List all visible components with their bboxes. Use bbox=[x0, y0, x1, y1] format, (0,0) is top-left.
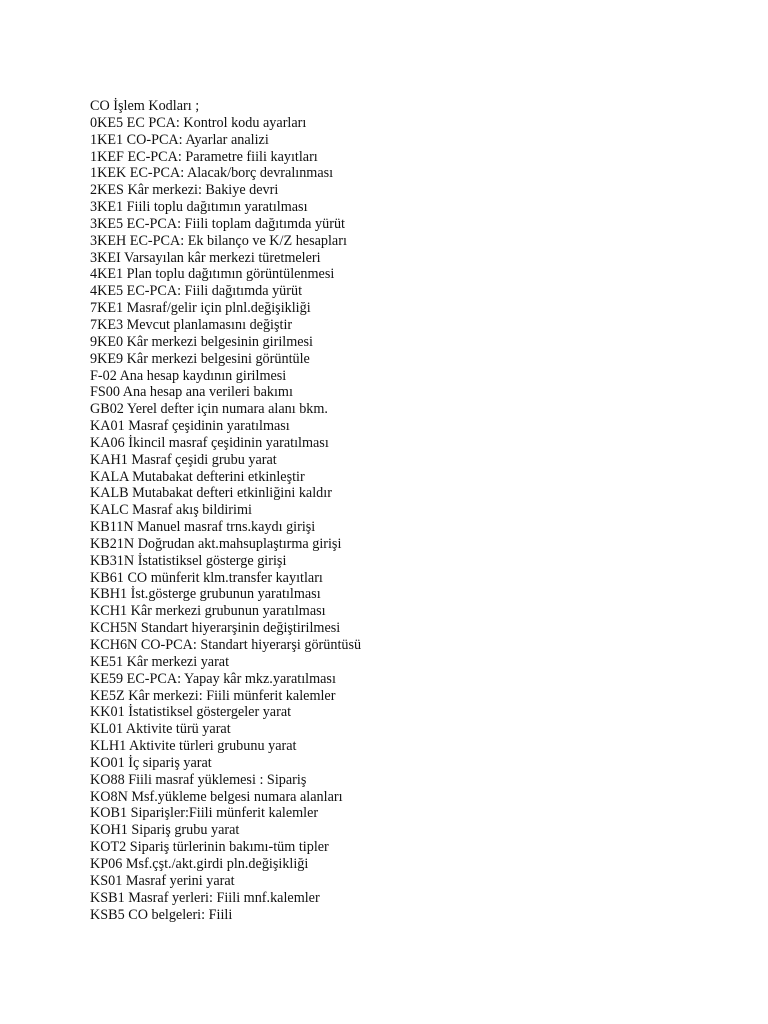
transaction-code-line: KL01 Aktivite türü yarat bbox=[90, 721, 231, 738]
transaction-code-line: KLH1 Aktivite türleri grubunu yarat bbox=[90, 738, 297, 755]
transaction-code-line: KS01 Masraf yerini yarat bbox=[90, 872, 235, 889]
transaction-code-line: KALC Masraf akış bildirimi bbox=[90, 502, 252, 519]
transaction-code-line: 9KE0 Kâr merkezi belgesinin girilmesi bbox=[90, 333, 313, 350]
transaction-code-line: 3KEH EC-PCA: Ek bilanço ve K/Z hesapları bbox=[90, 232, 347, 249]
transaction-code-line: KCH6N CO-PCA: Standart hiyerarşi görüntüsü bbox=[90, 637, 362, 653]
transaction-code-line: KB21N Doğrudan akt.mahsuplaştırma girişi bbox=[90, 535, 342, 552]
transaction-code-line: KB61 CO münferit klm.transfer kayıtları bbox=[90, 569, 323, 586]
transaction-code-line: 1KEK EC-PCA: Alacak/borç devralınması bbox=[90, 165, 334, 182]
transaction-code-line: KO88 Fiili masraf yüklemesi : Sipariş bbox=[90, 771, 307, 788]
transaction-code-line: KB31N İstatistiksel gösterge girişi bbox=[90, 552, 287, 569]
transaction-code-line: KE59 EC-PCA: Yapay kâr mkz.yaratılması bbox=[90, 670, 336, 687]
transaction-code-line: 4KE5 EC-PCA: Fiili dağıtımda yürüt bbox=[90, 283, 303, 300]
transaction-code-line: KO01 İç sipariş yarat bbox=[90, 754, 212, 771]
transaction-code-line: KP06 Msf.çşt./akt.girdi pln.değişikliği bbox=[90, 855, 309, 872]
transaction-code-line: 1KEF EC-PCA: Parametre fiili kayıtları bbox=[90, 148, 318, 165]
transaction-code-line: KOH1 Sipariş grubu yarat bbox=[90, 822, 240, 839]
transaction-code-line: KA01 Masraf çeşidinin yaratılması bbox=[90, 418, 290, 435]
transaction-code-line: KALB Mutabakat defteri etkinliğini kaldır bbox=[90, 485, 332, 502]
transaction-code-line: 3KE5 EC-PCA: Fiili toplam dağıtımda yürüt bbox=[90, 215, 345, 232]
transaction-code-line: 4KE1 Plan toplu dağıtımın görüntülenmesi bbox=[90, 266, 335, 283]
transaction-code-line: KK01 İstatistiksel göstergeler yarat bbox=[90, 704, 292, 721]
transaction-code-line: KA06 İkincil masraf çeşidinin yaratılması bbox=[90, 434, 329, 451]
transaction-code-line: 0KE5 EC PCA: Kontrol kodu ayarları bbox=[90, 114, 307, 131]
transaction-code-line: KALA Mutabakat defterini etkinleştir bbox=[90, 468, 305, 485]
transaction-code-line: 3KEI Varsayılan kâr merkezi türetmeleri bbox=[90, 249, 321, 266]
transaction-code-line: KBH1 İst.gösterge grubunun yaratılması bbox=[90, 586, 321, 603]
document-title: CO İşlem Kodları ; bbox=[90, 98, 200, 114]
transaction-code-line: 3KE1 Fiili toplu dağıtımın yaratılması bbox=[90, 199, 308, 216]
transaction-code-line: KCH1 Kâr merkezi grubunun yaratılması bbox=[90, 603, 326, 620]
transaction-code-line: KSB5 CO belgeleri: Fiili bbox=[90, 906, 233, 923]
transaction-code-line: KB11N Manuel masraf trns.kaydı girişi bbox=[90, 519, 316, 536]
transaction-code-line: KE5Z Kâr merkezi: Fiili münferit kalemler bbox=[90, 687, 336, 704]
transaction-code-line: F-02 Ana hesap kaydının girilmesi bbox=[90, 367, 287, 384]
transaction-code-line: KCH5N Standart hiyerarşinin değiştirilmesi bbox=[90, 620, 341, 637]
transaction-code-line: FS00 Ana hesap ana verileri bakımı bbox=[90, 384, 293, 401]
transaction-code-line: 1KE1 CO-PCA: Ayarlar analizi bbox=[90, 131, 269, 148]
transaction-code-line: 9KE9 Kâr merkezi belgesini görüntüle bbox=[90, 350, 310, 367]
transaction-code-line: KE51 Kâr merkezi yarat bbox=[90, 653, 230, 670]
transaction-code-line: KAH1 Masraf çeşidi grubu yarat bbox=[90, 451, 277, 468]
transaction-code-line: 7KE1 Masraf/gelir için plnl.değişikliği bbox=[90, 300, 311, 317]
transaction-code-line: KSB1 Masraf yerleri: Fiili mnf.kalemler bbox=[90, 889, 320, 906]
transaction-code-line: 2KES Kâr merkezi: Bakiye devri bbox=[90, 182, 279, 199]
document-page bbox=[90, 98, 730, 923]
transaction-code-list bbox=[90, 115, 730, 924]
transaction-code-line: 7KE3 Mevcut planlamasını değiştir bbox=[90, 316, 293, 333]
transaction-code-line: KO8N Msf.yükleme belgesi numara alanları bbox=[90, 788, 343, 805]
transaction-code-line: GB02 Yerel defter için numara alanı bkm. bbox=[90, 401, 328, 418]
transaction-code-line: KOT2 Sipariş türlerinin bakımı-tüm tipler bbox=[90, 839, 329, 856]
transaction-code-line: KOB1 Siparişler:Fiili münferit kalemler bbox=[90, 805, 319, 822]
